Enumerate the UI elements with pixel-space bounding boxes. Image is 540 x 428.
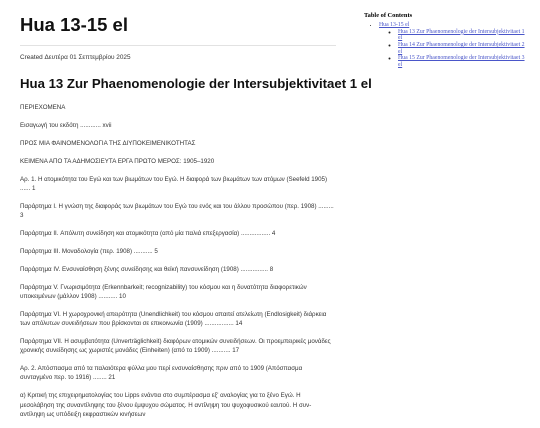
toc-item-hua14 — [398, 42, 526, 55]
toc-link-hua14[interactable]: Hua 14 Zur Phaenomenologie der Intersubjektivitaet 2 el — [398, 41, 525, 55]
toc-item-root — [379, 22, 526, 69]
paragraph: Αρ. 2. Απόσπασμα από τα παλαιότερα φύλλα μου περί ενσυναίσθησης πριν από το 1909 (Απόσπασμα συνταγμένο περ. το 1916) ........ 21 — [20, 365, 303, 382]
toc-sublist — [379, 29, 526, 69]
paragraph: Παράρτημα IV. Ενσυναίσθηση ξένης συνείδησης και θεϊκή πανσυνείδηση (1908) ................ 8 — [20, 265, 274, 273]
toc-title: Table of Contents — [364, 12, 413, 19]
paragraph: Αρ. 1. Η ατομικότητα του Εγώ και των βιωμάτων του Εγώ. Η διαφορά των βιωμάτων των ατόμων (Seefeld 1905) ...... 1 — [20, 175, 328, 192]
paragraph: Εισαγωγή του εκδότη ............ xvii — [20, 121, 112, 129]
paragraph: ΚΕΙΜΕΝΑ ΑΠΟ ΤΑ ΑΔΗΜΟΣΙΕΥΤΑ ΕΡΓΑ ΠΡΩΤΟ ΜΕΡΟΣ: 1905–1920 — [20, 157, 215, 165]
page-title: Hua 13-15 el — [20, 14, 128, 35]
toc-item-hua13 — [398, 29, 526, 42]
paragraph: α) Κριτική της επιχειρηματολογίας του Lipps ενάντια στο συμπέρασμα εξ' αναλογίας για το ξένο Εγώ. Η μεσολάβηση της συναντίληψης του ξένου έμψυχου σώματος. Η αντίληψη του ψυχοφυσικού εαυτού. Η συν-αντίληψη ως υπόδειξη εκφραστικών κινήσεων — [20, 392, 312, 418]
toc-link-hua15[interactable]: Hua 15 Zur Phaenomenologie der Intersubjektivitaet 3 el — [398, 55, 525, 68]
main-content — [20, 14, 372, 428]
paragraph: ΠΡΟΣ ΜΙΑ ΦΑΙΝΟΜΕΝΟΛΟΓΙΑ ΤΗΣ ΔΙΥΠΟΚΕΙΜΕΝΙΚΟΤΗΤΑΣ — [20, 139, 196, 147]
toc-link-root[interactable]: Hua 13-15 el — [379, 22, 410, 28]
table-of-contents — [364, 12, 526, 69]
paragraph: Παράρτημα III. Μοναδολογία (περ. 1908) ........... 5 — [20, 247, 158, 255]
section-heading: Hua 13 Zur Phaenomenologie der Intersubjektivitaet 1 el — [20, 76, 372, 91]
paragraph: Παράρτημα II. Απόλυτη συνείδηση και ατομικότητα (από μία παλιά επεξεργασία) ................. 4 — [20, 229, 276, 237]
toc-link-hua13[interactable]: Hua 13 Zur Phaenomenologie der Intersubjektivitaet 1 el — [398, 28, 525, 42]
toc-list — [364, 22, 526, 69]
paragraph: Παράρτημα VI. Η χωροχρονική απειρότητα (Unendlichkeit) του κόσμου απαιτεί ατελείωτη (Endlosigkeit) διάρκεια των απόλυτων συνειδήσεων που βρίσκονται σε επικοινωνία (1909) ................. 14 — [20, 310, 327, 328]
paragraph: Παράρτημα VII. Η ασυμβατότητα (Unverträglichkeit) διαφόρων ατομικών συνειδήσεων. Οι προεμπειρικές μονάδες χρονικής συνείδησης ως χωριστές μονάδες (Einheiten) (από το 1909) ........... 17 — [20, 337, 331, 355]
title-divider — [20, 45, 336, 46]
paragraph: Παράρτημα V. Γνωρισιμότητα (Erkennbarkeit; recognizability) του κόσμου και η δυνατότητα διαφορετικών υποκειμένων (μάλλον 1908) ........... 10 — [20, 283, 307, 300]
created-date: Created Δευτέρα 01 Σεπτεμβρίου 2025 — [20, 54, 131, 61]
paragraph: ΠΕΡΙΕΧΟΜΕΝΑ — [20, 104, 66, 111]
paragraph: Παράρτημα I. Η γνώση της διαφοράς των βιωμάτων του Εγώ του ενός και του άλλου προσώπου (περ. 1908) ......... 3 — [20, 202, 334, 220]
toc-item-hua15 — [398, 55, 526, 68]
